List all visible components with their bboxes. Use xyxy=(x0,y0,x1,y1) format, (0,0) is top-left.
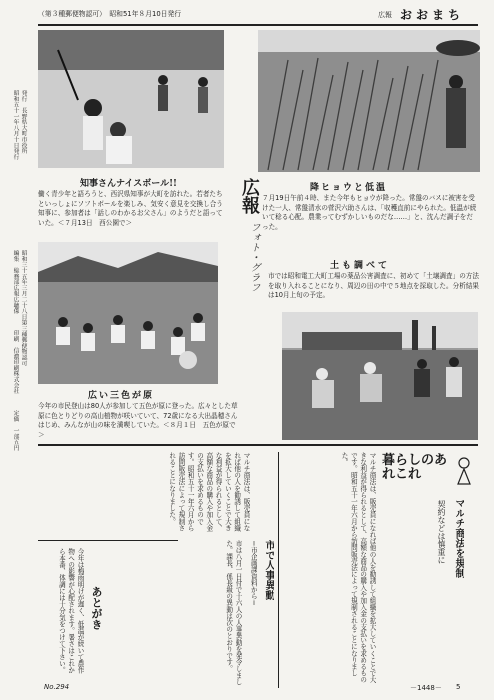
photo4-text: 今年の市民登山は80人が参加して五色が原に登った。広々とした草原に色とりどりの高山植物が咲いていて、72歳になる大出晶穂さんはじめ、みんなが山の味を満喫していた。＜８月１日 五色が原で＞ xyxy=(38,402,238,439)
margin-info-2: 発行 長野県大町市役所 xyxy=(20,90,26,154)
photo2-text: ７月19日午前４時、また今年もヒョウが降った。常盤のバスに被害を受けた一人、常盤清水の菅沢六助さんは、「収穫直前にやられた。低温が続いて稔る心配。農業ってむずかしいものだな……」と、沈んだ調子をだった。 xyxy=(262,194,477,231)
footer-page: －1448－ xyxy=(410,684,442,692)
left-article-body: マルチ商法は、販売員になれば他の人を勧誘して組織を拡大していくことで大きな利益が得られるとして、高額な商品の購入や加入金の支払いを求めるものです。昭和五十一年六月から訪問販売法によって規制されることになりました。 xyxy=(167,452,250,532)
feature-title-sub: フォト・グラフ xyxy=(248,222,259,292)
column-headline: マルチ商法を規制 xyxy=(453,498,464,578)
header-issue-info: （第３種郵便物認可） 昭和51年８月10日発行 xyxy=(38,10,182,18)
personnel-title: 市で人事異動 xyxy=(263,540,274,600)
photo4-title: 広い三色が原 xyxy=(88,391,155,401)
margin-info-5: 印刷 信濃印刷株式会社 xyxy=(12,330,18,394)
masthead-small: 広報 xyxy=(378,11,392,19)
column-title: 暮らしのあれこれ xyxy=(382,453,448,482)
column-subhead: 契約などは慎重に xyxy=(437,500,446,564)
photo-meadow xyxy=(38,242,218,384)
header-rule xyxy=(38,24,478,26)
column-illustration-icon xyxy=(454,456,474,486)
personnel-note: ＝市企画課資料から＝ xyxy=(249,540,258,606)
afterword-title: あとがき xyxy=(90,586,103,630)
photo3-text: 市では昭和電工大町工場の薬品公害調査に、初めて「土壌調査」の方法を取り入れることになり、周辺の田の中で５地点を採取した。分析結果は10月上旬の予定。 xyxy=(268,272,479,299)
masthead: おおまち xyxy=(400,8,465,22)
column-body: マルチ商法は、販売員になれば他の人を勧誘して組織を拡大していくことで大きな利益が得られるとして、高額な商品の購入や加入金の支払いを求めるものです。昭和五十一年六月から訪問販売法によって規制されることになりました。 xyxy=(340,452,376,683)
photo2-title: 降ヒョウと低温 xyxy=(310,183,388,193)
personnel-rule xyxy=(278,452,279,688)
margin-info-3: 編集 総務部広報広聴係 xyxy=(12,250,18,314)
column-heading-box xyxy=(382,452,478,492)
header-bar xyxy=(38,8,478,22)
feature-title-main: 広報 xyxy=(239,178,260,214)
margin-info-6: 定価 一部五円 xyxy=(12,410,18,451)
photo-softball xyxy=(38,30,224,168)
photo-hail-field xyxy=(258,30,480,172)
personnel-body: 市は八月一日付で十六人の人事異動を発令しました。課長、係長級の異動は次のとおりです。 xyxy=(224,540,242,686)
footer-page-number: 5 xyxy=(456,683,461,691)
margin-info-1: 昭和五十一年八月十日発行 xyxy=(12,90,18,160)
photo3-title: 土も調べて xyxy=(330,261,391,271)
photo1-title: 知事さんナイスボール!! xyxy=(80,179,178,189)
afterword-body: 今年は梅雨明けが遅く、低温が続いて農作物への影響が心配されます。暑さはこれから本番、体調には十分気をつけて下さい。 xyxy=(57,548,84,674)
section-divider xyxy=(38,444,478,446)
photo1-text: 働く青少年と語ろうと、西沢県知事が大町を訪れた。若者たちといっしょにソフトボールを楽しみ、気安く意見を交換し合う知事に、参加者は「話しのわかるお父さん」のようだと語っていた。＜７月13日 西公園で＞ xyxy=(38,190,223,227)
afterword-rule xyxy=(38,540,178,541)
footer-issue: No.294 xyxy=(44,683,70,691)
photo-soil-sampling xyxy=(282,312,478,440)
margin-info-4: 昭和三十五年三月二十八日第三種郵便物認可 xyxy=(20,250,26,366)
